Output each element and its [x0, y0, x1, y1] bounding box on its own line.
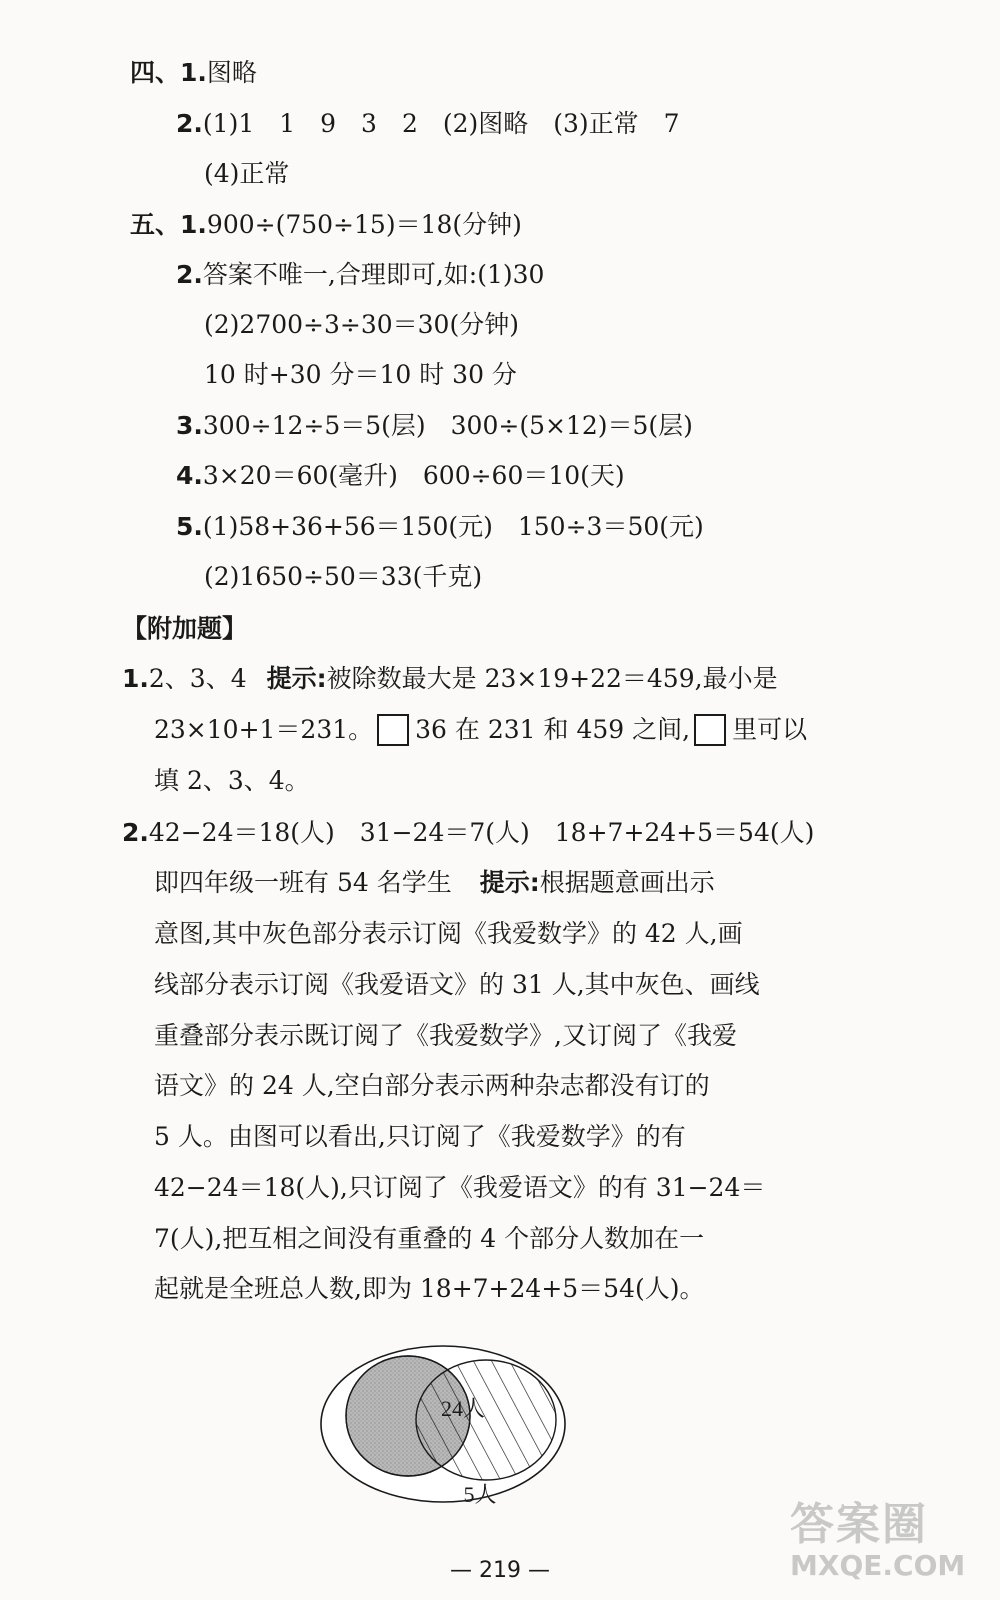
bonus-q2-hint-line: 意图,其中灰色部分表示订阅《我爱数学》的 42 人,画 — [154, 919, 743, 948]
watermark-logo-text: 答案圈 — [790, 1499, 928, 1550]
hint-label: 提示: — [266, 664, 327, 693]
question-number: 1. — [122, 664, 149, 693]
question-number: 3. — [176, 411, 203, 440]
bonus-heading: 【附加题】 — [122, 614, 248, 643]
answer-text: 900÷(750÷15)＝18(分钟) — [206, 210, 522, 239]
question-number: 1. — [180, 210, 207, 239]
answer-text: (2)1650÷50＝33(千克) — [204, 562, 483, 591]
hint-label: 提示: — [479, 868, 540, 897]
bonus-q2-hint-line: 线部分表示订阅《我爱语文》的 31 人,其中灰色、画线 — [154, 970, 760, 999]
section5-label: 五、 — [130, 210, 181, 239]
section5-q2-line3 — [204, 358, 517, 392]
bonus-q2-hint-line: 42−24＝18(人),只订阅了《我爱语文》的有 31−24＝ — [154, 1173, 766, 1202]
section5-q2 — [176, 258, 544, 292]
answer-text: 3×20＝60(毫升) 600÷60＝10(天) — [202, 461, 625, 490]
section5-q1 — [130, 208, 522, 242]
bonus-q2-line1 — [122, 816, 814, 850]
answer-text: 2、3、4 — [148, 664, 247, 693]
bonus-q1-line3 — [154, 764, 310, 798]
section5-q3 — [176, 409, 693, 443]
question-number: 5. — [176, 512, 203, 541]
bonus-q2-hint-line: 5 人。由图可以看出,只订阅了《我爱数学》的有 — [154, 1122, 686, 1151]
bonus-q1-line2 — [154, 713, 807, 747]
hint-text: 根据题意画出示 — [539, 868, 715, 897]
question-number: 2. — [176, 109, 203, 138]
watermark-url: MXQE.COM — [790, 1549, 966, 1582]
question-number: 1. — [180, 58, 207, 87]
hint-text: 里可以 — [732, 715, 808, 744]
question-number: 2. — [122, 818, 149, 847]
answer-text: 300÷12÷5＝5(层) 300÷(5×12)＝5(层) — [202, 411, 693, 440]
section5-q5-line2 — [204, 560, 482, 594]
hint-text: 36 在 231 和 459 之间, — [415, 715, 691, 744]
venn-diagram — [318, 1342, 568, 1506]
bonus-q1-line1 — [122, 662, 778, 696]
blank-box — [694, 714, 726, 746]
page-number: — 219 — — [450, 1558, 550, 1583]
hint-text: 23×10+1＝231。 — [154, 715, 374, 744]
blank-box — [377, 714, 409, 746]
section5-q4 — [176, 459, 625, 493]
section4-q1 — [130, 56, 257, 90]
bonus-q2-hint-line: 语文》的 24 人,空白部分表示两种杂志都没有订的 — [154, 1071, 710, 1100]
bonus-q2-hint-line: 7(人),把互相之间没有重叠的 4 个部分人数加在一 — [154, 1224, 705, 1253]
section4-label: 四、 — [130, 58, 181, 87]
answer-text: (1)1 1 9 3 2 (2)图略 (3)正常 7 — [202, 109, 680, 138]
answer-text: (4)正常 — [204, 159, 290, 188]
overlap-label: 24人 — [440, 1396, 486, 1421]
question-number: 2. — [176, 260, 203, 289]
hint-text: 被除数最大是 23×19+22＝459,最小是 — [326, 664, 778, 693]
bonus-q2-line2 — [154, 866, 715, 900]
answer-text: 图略 — [206, 58, 257, 87]
watermark — [790, 1500, 990, 1590]
answer-text: 即四年级一班有 54 名学生 — [154, 868, 452, 897]
section5-q2-line2 — [204, 308, 519, 342]
answer-text: 答案不唯一,合理即可,如:(1)30 — [202, 260, 545, 289]
section4-q2 — [176, 107, 680, 141]
answer-text: (1)58+36+56＝150(元) 150÷3＝50(元) — [202, 512, 704, 541]
bonus-q2-hint-line: 重叠部分表示既订阅了《我爱数学》,又订阅了《我爱 — [154, 1021, 737, 1050]
section5-q5 — [176, 510, 704, 544]
answer-text: 42−24＝18(人) 31−24＝7(人) 18+7+24+5＝54(人) — [148, 818, 815, 847]
answer-text: 10 时+30 分＝10 时 30 分 — [204, 360, 517, 389]
bonus-q2-hint-line: 起就是全班总人数,即为 18+7+24+5＝54(人)。 — [154, 1274, 705, 1303]
question-number: 4. — [176, 461, 203, 490]
answer-text: (2)2700÷3÷30＝30(分钟) — [204, 310, 519, 339]
hint-text: 填 2、3、4。 — [154, 766, 310, 795]
outside-label: 5人 — [463, 1482, 497, 1506]
section4-q2-line2 — [204, 157, 289, 191]
